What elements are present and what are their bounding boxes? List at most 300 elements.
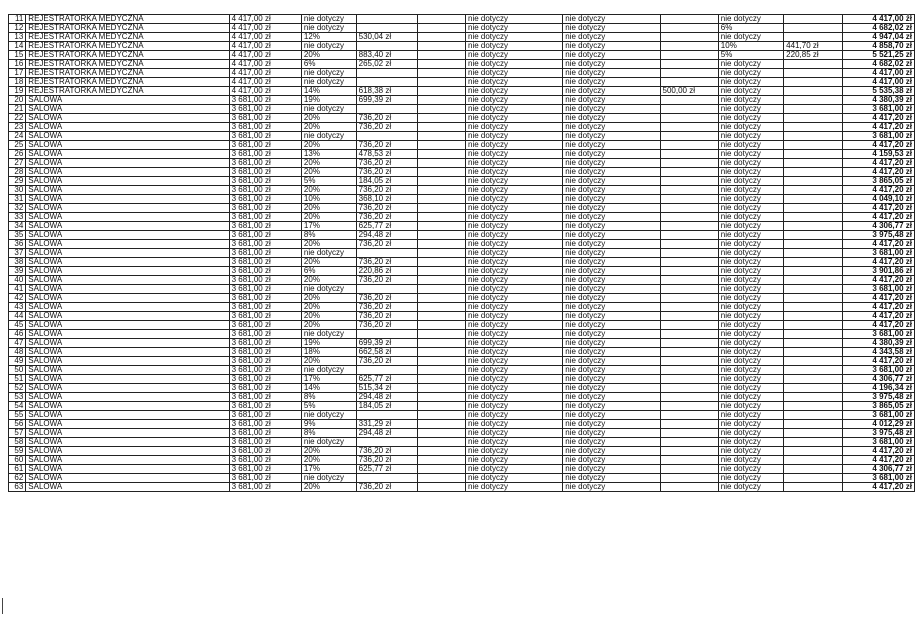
cell-empty: [417, 321, 465, 330]
table-body: [9, 15, 915, 492]
cell-col9: [784, 231, 843, 240]
cell-col8: nie dotyczy: [718, 465, 783, 474]
cell-position: SALOWA: [26, 393, 229, 402]
cell-position: SALOWA: [26, 177, 229, 186]
cell-percent: 8%: [301, 393, 356, 402]
cell-lp: 23: [9, 123, 26, 132]
cell-col5: nie dotyczy: [466, 402, 563, 411]
cell-lp: 53: [9, 393, 26, 402]
cell-col5: nie dotyczy: [466, 303, 563, 312]
cell-col9: [784, 240, 843, 249]
cell-empty: [417, 393, 465, 402]
cell-lp: 37: [9, 249, 26, 258]
cell-position: SALOWA: [26, 213, 229, 222]
cell-col7: [660, 123, 718, 132]
cell-col5: nie dotyczy: [466, 78, 563, 87]
cell-col8: nie dotyczy: [718, 258, 783, 267]
cell-base-salary: 3 681,00 zł: [229, 132, 301, 141]
cell-col6: nie dotyczy: [563, 429, 660, 438]
cell-col8: nie dotyczy: [718, 456, 783, 465]
cell-lp: 22: [9, 114, 26, 123]
cell-col6: nie dotyczy: [563, 186, 660, 195]
cell-position: SALOWA: [26, 375, 229, 384]
cell-col5: nie dotyczy: [466, 483, 563, 492]
cell-empty: [417, 312, 465, 321]
cell-col8: nie dotyczy: [718, 303, 783, 312]
cell-col6: nie dotyczy: [563, 114, 660, 123]
cell-col9: [784, 393, 843, 402]
cell-col5: nie dotyczy: [466, 420, 563, 429]
cell-base-salary: 3 681,00 zł: [229, 267, 301, 276]
cell-col9: [784, 24, 843, 33]
cell-col8: nie dotyczy: [718, 204, 783, 213]
cell-percent: 14%: [301, 384, 356, 393]
cell-col9: [784, 114, 843, 123]
cell-lp: 55: [9, 411, 26, 420]
table-row: [9, 195, 915, 204]
cell-col6: nie dotyczy: [563, 438, 660, 447]
cell-total: 3 901,86 zł: [843, 267, 915, 276]
table-row: [9, 15, 915, 24]
cell-col5: nie dotyczy: [466, 60, 563, 69]
cell-col5: nie dotyczy: [466, 222, 563, 231]
cell-amount: 736,20 zł: [356, 204, 417, 213]
cell-base-salary: 3 681,00 zł: [229, 402, 301, 411]
cell-total: 3 681,00 zł: [843, 249, 915, 258]
cell-col9: [784, 15, 843, 24]
cell-position: SALOWA: [26, 276, 229, 285]
cell-base-salary: 3 681,00 zł: [229, 285, 301, 294]
cell-col9: [784, 285, 843, 294]
cell-lp: 35: [9, 231, 26, 240]
cell-col7: [660, 186, 718, 195]
cell-total: 4 417,00 zł: [843, 69, 915, 78]
cell-empty: [417, 285, 465, 294]
cell-col9: [784, 168, 843, 177]
cell-position: SALOWA: [26, 150, 229, 159]
cell-lp: 61: [9, 465, 26, 474]
cell-empty: [417, 420, 465, 429]
cell-col5: nie dotyczy: [466, 87, 563, 96]
cell-position: SALOWA: [26, 312, 229, 321]
cell-total: 4 417,20 zł: [843, 204, 915, 213]
cell-percent: nie dotyczy: [301, 330, 356, 339]
cell-col7: [660, 267, 718, 276]
cell-percent: nie dotyczy: [301, 69, 356, 78]
cell-col5: nie dotyczy: [466, 42, 563, 51]
cell-base-salary: 3 681,00 zł: [229, 375, 301, 384]
cell-total: 4 417,20 zł: [843, 303, 915, 312]
cell-col8: nie dotyczy: [718, 267, 783, 276]
cell-empty: [417, 78, 465, 87]
cell-position: SALOWA: [26, 465, 229, 474]
cell-empty: [417, 483, 465, 492]
cell-col5: nie dotyczy: [466, 294, 563, 303]
cell-percent: 20%: [301, 258, 356, 267]
cell-lp: 39: [9, 267, 26, 276]
cell-empty: [417, 339, 465, 348]
cell-position: SALOWA: [26, 204, 229, 213]
table-row: [9, 141, 915, 150]
table-row: [9, 474, 915, 483]
cell-col6: nie dotyczy: [563, 465, 660, 474]
cell-lp: 50: [9, 366, 26, 375]
cell-lp: 34: [9, 222, 26, 231]
cell-col8: nie dotyczy: [718, 33, 783, 42]
cell-col5: nie dotyczy: [466, 204, 563, 213]
cell-col8: nie dotyczy: [718, 186, 783, 195]
cell-empty: [417, 186, 465, 195]
cell-col7: [660, 339, 718, 348]
cell-col9: [784, 195, 843, 204]
cell-empty: [417, 240, 465, 249]
cell-lp: 11: [9, 15, 26, 24]
cell-empty: [417, 114, 465, 123]
cell-col6: nie dotyczy: [563, 258, 660, 267]
cell-empty: [417, 132, 465, 141]
cell-col9: [784, 123, 843, 132]
cell-amount: [356, 69, 417, 78]
cell-lp: 32: [9, 204, 26, 213]
table-row: [9, 483, 915, 492]
table-row: [9, 132, 915, 141]
cell-col7: [660, 249, 718, 258]
cell-base-salary: 3 681,00 zł: [229, 195, 301, 204]
table-row: [9, 258, 915, 267]
cell-col9: [784, 186, 843, 195]
cell-col5: nie dotyczy: [466, 366, 563, 375]
cell-col6: nie dotyczy: [563, 276, 660, 285]
cell-amount: 220,86 zł: [356, 267, 417, 276]
cell-base-salary: 3 681,00 zł: [229, 276, 301, 285]
cell-lp: 15: [9, 51, 26, 60]
cell-col7: [660, 294, 718, 303]
cell-lp: 14: [9, 42, 26, 51]
cell-base-salary: 3 681,00 zł: [229, 258, 301, 267]
table-row: [9, 87, 915, 96]
cell-total: 4 306,77 zł: [843, 465, 915, 474]
cell-col8: nie dotyczy: [718, 123, 783, 132]
cell-base-salary: 4 417,00 zł: [229, 51, 301, 60]
table-row: [9, 96, 915, 105]
cell-lp: 24: [9, 132, 26, 141]
cell-base-salary: 3 681,00 zł: [229, 168, 301, 177]
cell-amount: [356, 132, 417, 141]
cell-position: REJESTRATORKA MEDYCZNA: [26, 24, 229, 33]
cell-col8: nie dotyczy: [718, 375, 783, 384]
cell-col7: [660, 204, 718, 213]
cell-lp: 41: [9, 285, 26, 294]
cell-col9: [784, 312, 843, 321]
cell-col5: nie dotyczy: [466, 240, 563, 249]
cell-lp: 26: [9, 150, 26, 159]
cell-amount: [356, 366, 417, 375]
cell-base-salary: 3 681,00 zł: [229, 159, 301, 168]
cell-base-salary: 3 681,00 zł: [229, 249, 301, 258]
cell-base-salary: 3 681,00 zł: [229, 177, 301, 186]
cell-col5: nie dotyczy: [466, 168, 563, 177]
table-row: [9, 204, 915, 213]
cell-col6: nie dotyczy: [563, 375, 660, 384]
cell-col5: nie dotyczy: [466, 357, 563, 366]
cell-col9: 220,85 zł: [784, 51, 843, 60]
cell-col6: nie dotyczy: [563, 69, 660, 78]
cell-base-salary: 3 681,00 zł: [229, 141, 301, 150]
cell-total: 3 681,00 zł: [843, 105, 915, 114]
table-row: [9, 411, 915, 420]
cell-col7: [660, 177, 718, 186]
cell-base-salary: 3 681,00 zł: [229, 105, 301, 114]
cell-position: SALOWA: [26, 357, 229, 366]
cell-total: 4 417,20 zł: [843, 240, 915, 249]
cell-empty: [417, 33, 465, 42]
cell-total: 3 975,48 zł: [843, 393, 915, 402]
cell-col5: nie dotyczy: [466, 186, 563, 195]
cell-col9: [784, 276, 843, 285]
cell-base-salary: 3 681,00 zł: [229, 330, 301, 339]
cell-empty: [417, 15, 465, 24]
cell-col9: [784, 60, 843, 69]
cell-col6: nie dotyczy: [563, 177, 660, 186]
table-row: [9, 465, 915, 474]
cell-base-salary: 3 681,00 zł: [229, 303, 301, 312]
cell-amount: 736,20 zł: [356, 114, 417, 123]
cell-lp: 57: [9, 429, 26, 438]
cell-col6: nie dotyczy: [563, 474, 660, 483]
cell-col6: nie dotyczy: [563, 267, 660, 276]
cell-col9: [784, 258, 843, 267]
cell-col5: nie dotyczy: [466, 177, 563, 186]
cell-col6: nie dotyczy: [563, 447, 660, 456]
cell-col9: [784, 330, 843, 339]
table-row: [9, 159, 915, 168]
cell-col9: [784, 204, 843, 213]
cell-col8: nie dotyczy: [718, 96, 783, 105]
cell-col9: [784, 33, 843, 42]
cell-amount: 736,20 zł: [356, 276, 417, 285]
cell-col5: nie dotyczy: [466, 213, 563, 222]
cell-amount: 625,77 zł: [356, 222, 417, 231]
cell-total: 4 947,04 zł: [843, 33, 915, 42]
cell-base-salary: 4 417,00 zł: [229, 87, 301, 96]
cell-base-salary: 3 681,00 zł: [229, 465, 301, 474]
cell-total: 4 159,53 zł: [843, 150, 915, 159]
cell-col8: nie dotyczy: [718, 402, 783, 411]
cell-total: 5 521,25 zł: [843, 51, 915, 60]
cell-col8: nie dotyczy: [718, 276, 783, 285]
cell-position: REJESTRATORKA MEDYCZNA: [26, 87, 229, 96]
cell-col9: [784, 483, 843, 492]
cell-amount: [356, 474, 417, 483]
cell-col7: [660, 150, 718, 159]
cell-base-salary: 3 681,00 zł: [229, 186, 301, 195]
cell-col7: [660, 456, 718, 465]
cell-lp: 51: [9, 375, 26, 384]
cell-lp: 21: [9, 105, 26, 114]
cell-percent: nie dotyczy: [301, 105, 356, 114]
cell-total: 4 380,39 zł: [843, 339, 915, 348]
table-row: [9, 186, 915, 195]
cell-col7: [660, 330, 718, 339]
cell-empty: [417, 456, 465, 465]
cell-col6: nie dotyczy: [563, 24, 660, 33]
cell-col6: nie dotyczy: [563, 213, 660, 222]
cell-amount: [356, 330, 417, 339]
cell-col6: nie dotyczy: [563, 285, 660, 294]
cell-position: SALOWA: [26, 447, 229, 456]
cell-empty: [417, 294, 465, 303]
cell-empty: [417, 87, 465, 96]
table-row: [9, 384, 915, 393]
table-row: [9, 330, 915, 339]
cell-percent: 19%: [301, 96, 356, 105]
cell-position: SALOWA: [26, 114, 229, 123]
cell-col7: [660, 240, 718, 249]
table-row: [9, 294, 915, 303]
cell-col6: nie dotyczy: [563, 195, 660, 204]
cell-percent: 6%: [301, 267, 356, 276]
cell-col6: nie dotyczy: [563, 330, 660, 339]
cell-col7: [660, 105, 718, 114]
cell-position: SALOWA: [26, 429, 229, 438]
cell-col9: [784, 132, 843, 141]
table-row: [9, 303, 915, 312]
cell-position: SALOWA: [26, 195, 229, 204]
cell-col6: nie dotyczy: [563, 456, 660, 465]
cell-col8: nie dotyczy: [718, 231, 783, 240]
cell-col8: nie dotyczy: [718, 249, 783, 258]
cell-col9: [784, 402, 843, 411]
cell-col8: nie dotyczy: [718, 240, 783, 249]
cell-percent: 9%: [301, 420, 356, 429]
cell-col8: nie dotyczy: [718, 447, 783, 456]
cell-base-salary: 3 681,00 zł: [229, 366, 301, 375]
cell-position: SALOWA: [26, 348, 229, 357]
cell-lp: 27: [9, 159, 26, 168]
cell-col8: nie dotyczy: [718, 159, 783, 168]
cell-col6: nie dotyczy: [563, 33, 660, 42]
cell-total: 4 417,20 zł: [843, 483, 915, 492]
cell-col6: nie dotyczy: [563, 123, 660, 132]
cell-col7: [660, 231, 718, 240]
cell-col9: [784, 294, 843, 303]
cell-percent: 17%: [301, 375, 356, 384]
cell-col5: nie dotyczy: [466, 330, 563, 339]
cell-amount: [356, 78, 417, 87]
cell-position: SALOWA: [26, 186, 229, 195]
cell-percent: 6%: [301, 60, 356, 69]
table-row: [9, 276, 915, 285]
table-row: [9, 267, 915, 276]
cell-col6: nie dotyczy: [563, 357, 660, 366]
cell-total: 4 306,77 zł: [843, 375, 915, 384]
cell-base-salary: 4 417,00 zł: [229, 15, 301, 24]
cell-lp: 30: [9, 186, 26, 195]
cell-total: 4 343,58 zł: [843, 348, 915, 357]
cell-col6: nie dotyczy: [563, 204, 660, 213]
table-row: [9, 69, 915, 78]
cell-percent: 5%: [301, 177, 356, 186]
cell-empty: [417, 195, 465, 204]
cell-col7: [660, 42, 718, 51]
cell-percent: 13%: [301, 150, 356, 159]
cell-percent: 18%: [301, 348, 356, 357]
cell-lp: 45: [9, 321, 26, 330]
table-row: [9, 285, 915, 294]
cell-col5: nie dotyczy: [466, 276, 563, 285]
cell-percent: 20%: [301, 114, 356, 123]
cell-amount: [356, 105, 417, 114]
cell-col8: nie dotyczy: [718, 420, 783, 429]
cell-position: SALOWA: [26, 123, 229, 132]
cell-col5: nie dotyczy: [466, 384, 563, 393]
cell-col8: 10%: [718, 42, 783, 51]
cell-total: 3 681,00 zł: [843, 438, 915, 447]
cell-percent: nie dotyczy: [301, 411, 356, 420]
cell-col7: [660, 285, 718, 294]
cell-amount: 530,04 zł: [356, 33, 417, 42]
cell-lp: 42: [9, 294, 26, 303]
cell-percent: nie dotyczy: [301, 366, 356, 375]
cell-col5: nie dotyczy: [466, 33, 563, 42]
cell-amount: 184,05 zł: [356, 402, 417, 411]
cell-empty: [417, 51, 465, 60]
cell-lp: 59: [9, 447, 26, 456]
cell-col9: [784, 249, 843, 258]
cell-col7: [660, 348, 718, 357]
cell-total: 4 417,20 zł: [843, 159, 915, 168]
scan-edge-mark: [2, 598, 6, 614]
cell-col9: [784, 177, 843, 186]
cell-col8: nie dotyczy: [718, 177, 783, 186]
cell-empty: [417, 438, 465, 447]
cell-amount: 618,38 zł: [356, 87, 417, 96]
cell-col7: [660, 78, 718, 87]
cell-lp: 43: [9, 303, 26, 312]
cell-col7: [660, 114, 718, 123]
cell-lp: 12: [9, 24, 26, 33]
cell-col6: nie dotyczy: [563, 105, 660, 114]
cell-total: 4 682,02 zł: [843, 24, 915, 33]
cell-total: 3 975,48 zł: [843, 231, 915, 240]
cell-col7: [660, 195, 718, 204]
cell-amount: 736,20 zł: [356, 258, 417, 267]
cell-col7: [660, 15, 718, 24]
cell-col5: nie dotyczy: [466, 339, 563, 348]
cell-col8: 6%: [718, 24, 783, 33]
cell-total: 3 975,48 zł: [843, 429, 915, 438]
cell-total: 4 417,20 zł: [843, 114, 915, 123]
cell-empty: [417, 375, 465, 384]
cell-col8: nie dotyczy: [718, 222, 783, 231]
cell-amount: 294,48 zł: [356, 231, 417, 240]
cell-empty: [417, 123, 465, 132]
cell-col9: [784, 105, 843, 114]
cell-total: 3 865,05 zł: [843, 177, 915, 186]
cell-amount: [356, 285, 417, 294]
cell-amount: 184,05 zł: [356, 177, 417, 186]
table-row: [9, 240, 915, 249]
cell-empty: [417, 384, 465, 393]
cell-col7: [660, 429, 718, 438]
cell-col5: nie dotyczy: [466, 69, 563, 78]
cell-lp: 62: [9, 474, 26, 483]
cell-percent: 8%: [301, 231, 356, 240]
cell-amount: 294,48 zł: [356, 393, 417, 402]
cell-col9: [784, 456, 843, 465]
cell-col9: [784, 375, 843, 384]
table-row: [9, 249, 915, 258]
